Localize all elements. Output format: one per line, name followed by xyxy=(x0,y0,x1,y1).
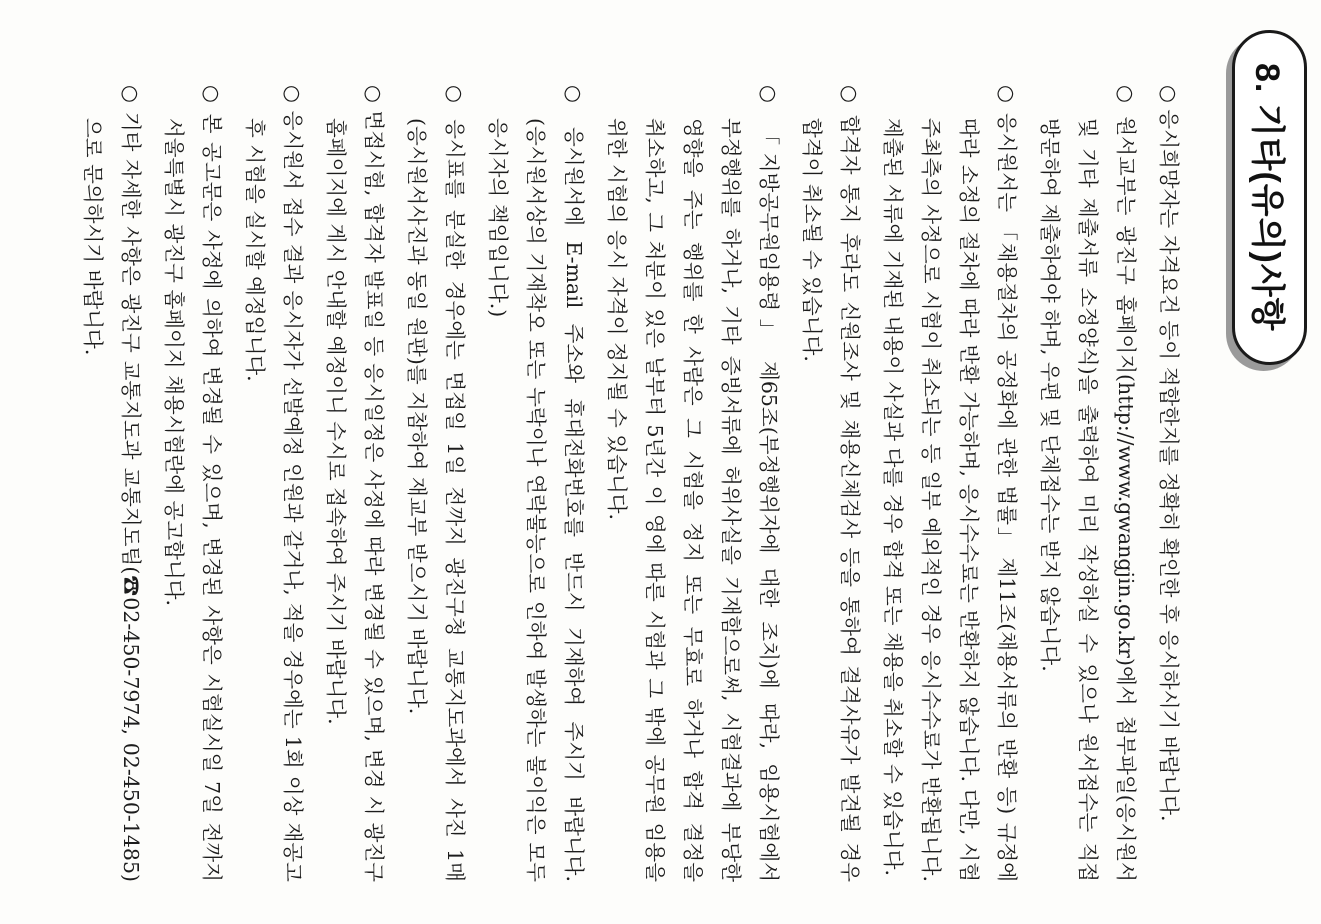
notice-item-1: ○ 응시희망자는 자격요건 등이 적합한지를 정확히 확인한 후 응시하시기 바랍니다. xyxy=(1157,85,1181,822)
notice-item-10: ○ 본 공고문은 사정에 의하여 변경될 수 있으며, 변경된 사항은 시험실시일 7일 전까지 서울특별시 광진구 홈페이지 채용시험란에 공고합니다. xyxy=(162,85,224,882)
notice-item-9: ○ 응시원서 접수 결과 응시자가 선발예정 인원과 같거나, 적을 경우에는 1회 이상 재공고 후 시험을 실시할 예정입니다. xyxy=(243,85,305,882)
notice-item-3: ○ 응시원서는 「채용절차의 공정화에 관한 법률」 제11조(채용서류의 반환 등) 규정에 따라 소정의 절차에 따라 반환 가능하며, 응시수수료는 반환하지 않습니다. 다만, 시험 주최측의 사정으로 시험이 취소되는 등 일부 예외적인 경우 응시수수료가 반환됩니다. 제출된 서류에 기재된 내용이 사실과 다를 경우 합격 또는 채용을 취소할 수 있습니다. xyxy=(881,85,1019,882)
notice-item-5: ○ 「지방공무원임용령」 제65조(부정행위자에 대한 조치)에 따라, 임용시험에서 부정행위를 하거나, 기타 증빙서류에 허위사실을 기재함으로써, 시험결과에 부당한 영향을 주는 행위를 한 사람은 그 시험을 정지 또는 무효로 하거나 합격 결정을 취소하고, 그 처분이 있은 날부터 5년간 이 영에 따른 시험과 그 밖에 공무원 임용을 위한 시험의 응시 자격이 정지될 수 있습니다. xyxy=(605,85,781,882)
notice-item-4: ○ 합격자 통지 후라도 신원조사 및 채용신체검사 등을 통하여 결격사유가 발견될 경우 합격이 취소될 수 있습니다. xyxy=(800,85,862,882)
notice-item-2: ○ 원서교부는 광진구 홈페이지(http://www.gwangjin.go.kr)에서 첨부파일(응시원서 및 기타 제출서류 소정양식)을 출력하여 미리 작성하실 수 있으나 원서접수는 직접 방문하여 제출하여야 하며, 우편 및 단체접수는 받지 않습니다. xyxy=(1038,85,1138,882)
notice-list xyxy=(74,85,1188,882)
section-title: 8. 기타(유의)사항 xyxy=(1248,63,1286,332)
notice-item-7: ○ 응시표를 분실한 경우에는 면접일 1일 전까지 광진구청 교통지도과에서 사진 1매(응시원서사진과 동일 원판)를 지참하여 재교부 받으시기 바랍니다. xyxy=(405,85,467,882)
notice-item-11: ○ 기타 자세한 사항은 광진구 교통지도과 교통지도팀(☎02-450-7974, 02-450-1485)으로 문의하시기 바랍니다. xyxy=(81,85,143,882)
notice-item-6: ○ 응시원서에 E-mail 주소와 휴대전화번호를 반드시 기재하여 주시기 바랍니다. (응시원서상의 기재착오 또는 누락이나 연락불능으로 인하여 발생하는 불이익은 모두 응시자의 책임입니다.) xyxy=(486,85,586,882)
notice-item-8: ○ 면접시험, 합격자 발표일 등 응시일정은 사정에 따라 변경될 수 있으며, 변경 시 광진구 홈페이지에 게시 안내할 예정이니 수시로 접속하여 주시기 바랍니다. xyxy=(324,85,386,882)
section-title-box xyxy=(1232,30,1307,365)
